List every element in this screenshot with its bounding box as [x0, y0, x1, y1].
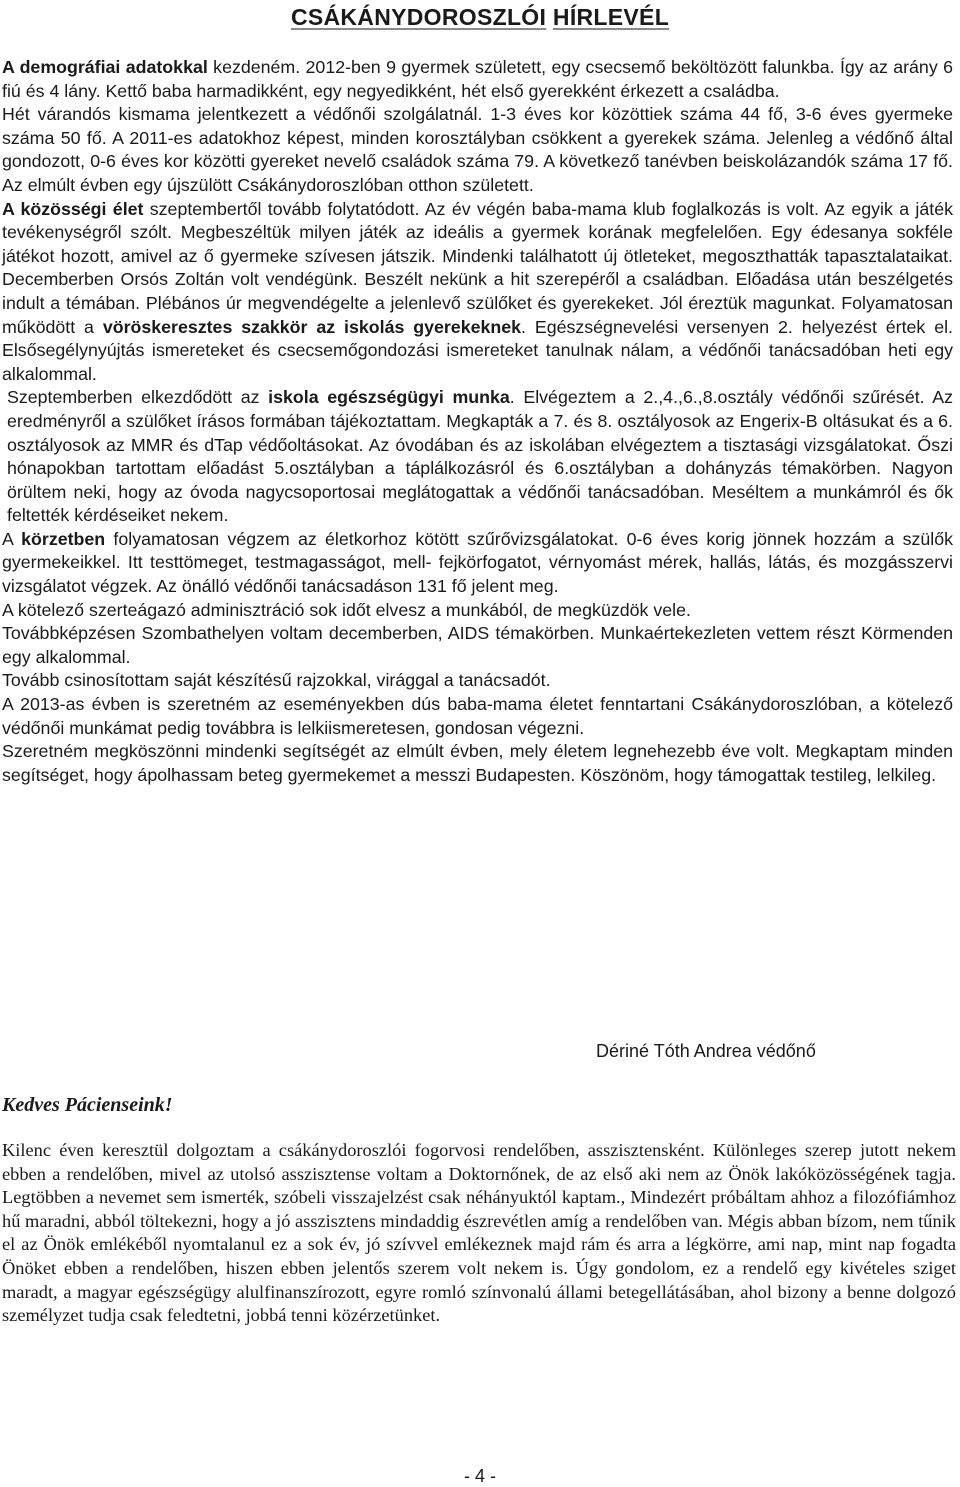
paragraph-district [2, 528, 953, 599]
paragraph-text: A [2, 528, 22, 549]
newsletter-title: CSÁKÁNYDOROSZLÓI [290, 4, 547, 30]
paragraph-administration [2, 599, 953, 623]
paragraph-demographics [2, 56, 953, 103]
paragraph-text: Szeretném megköszönni mindenki segítségét az elmúlt évben, mely életem legnehezebb éve volt. Megkaptam minden segítséget, hogy ápolhassam beteg gyermekemet a messzi Budapesten. Köszönöm, hogy támogattak testileg, lelkileg. [2, 741, 953, 785]
paragraph-text: Szeptemberben elkezdődött az [7, 387, 269, 408]
bold-phrase: körzetben [21, 528, 106, 549]
bold-phrase: iskola egészségügyi munka [268, 387, 510, 408]
letter-body: Kilenc éven keresztül dolgoztam a csákánydoroszlói fogorvosi rendelőben, asszisztensként. Különleges szerep jutott nekem ebben a rendelőben, mivel az utolsó asszisztense voltam a Doktornőnek, de az első aki nem az Önök lakóközösségének tagja. Legtöbben a nevemet sem ismerték, szóbeli visszajelzést csak néhányuktól kaptam., Mindezért próbáltam ahhoz a filozófiámhoz hű maradni, abból töltekezni, hogy a jó asszisztens mindaddig észrevétlen amíg a rendelőben van. Mégis abban bízom, nem tűnik el az Önök emlékéből nyomtalanul ez a sok év, jó szívvel emlékeznek majd rám és arra a légkörre, ami nap, mint nap fogadta Önöket ebben a rendelőben, hiszen ebben jelentős szerem volt nekem is. Úgy gondolom, ez a rendelő egy kivételes sziget maradt, a magyar egészségügy alulfinanszírozott, egyre romló színvonalú állami betegellátásában, ahol bizony a benne dolgozó személyzet tudja csak feledtetni, jobbá tenni közérzetünket. [2, 1140, 956, 1326]
paragraph-community [2, 198, 953, 387]
letter-greeting: Kedves Pácienseink! [2, 1094, 173, 1116]
health-visitor-report [2, 56, 953, 787]
paragraph-decoration [2, 669, 953, 693]
paragraph-text: Hét várandós kismama jelentkezett a védőnői szolgálatnál. 1-3 éves kor közöttiek száma 44 fő, 3-6 éves gyermeke száma 50 fő. A 2011-es adatokhoz képest, minden korosztályban csökkent a gyerekek száma. Jelenleg a védőnő által gondozott, 0-6 éves kor közötti gyereket nevelő családok száma 79. A következő tanévben beiskolázandók száma 17 fő. Az elmúlt évben egy újszülött Csákánydoroszlóban otthon született. [2, 104, 953, 195]
paragraph-thanks [2, 740, 953, 787]
paragraph-text: Továbbképzésen Szombathelyen voltam decemberben, AIDS témakörben. Munkaértekezleten vettem részt Körmenden egy alkalommal. [2, 623, 953, 667]
page-number: - 4 - [463, 1466, 496, 1486]
paragraph-text: . Egészségnevelési versenyen 2. helyezést értek el. Elsősegélynyújtás ismereteket és csecsemőgondozási ismereteket tanulnak nálam, a védőnői tanácsadóban heti egy alkalommal. [2, 316, 953, 384]
bold-phrase: A közösségi élet [2, 198, 144, 219]
paragraph-training [2, 622, 953, 669]
bold-phrase: vöröskeresztes szakkör az iskolás gyerekeknek [102, 316, 522, 337]
paragraph-text: . Elvégeztem a 2.,4.,6.,8.osztály védőnői szűrését. Az eredményről a szülőket írásos formában tájékoztattam. Megkapták a 7. és 8. osztályosok az Engerix-B oltásukat és a 6. osztályosok az MMR és dTap védőoltásokat. Az óvodában és az iskolában elvégeztem a tisztasági vizsgálatokat. Őszi hónapokban tartottam előadást 5.osztályban a táplálkozásról és 6.osztályban a dohányzás témakörben. Nagyon örültem neki, hogy az óvoda nagycsoportosai meglátogattak a védőnői tanácsadóban. Meséltem a munkámról és ők feltették kérdéseiket nekem. [7, 387, 953, 526]
paragraph-text: A 2013-as évben is szeretném az eseményekben dús baba-mama életet fenntartani Csákánydoroszlóban, a kötelező védőnői munkámat pedig továbbra is lelkiismeretesen, gondosan végezni. [2, 694, 953, 738]
paragraph-text: kezdeném. 2012-ben 9 gyermek született, egy csecsemő beköltözött falunkba. Így az arány 6 fiú és 4 lány. Kettő baba harmadikként, egy negyedikként, hét első gyerekként érkezett a családba. [2, 57, 953, 101]
newsletter-header [0, 2, 960, 32]
paragraph-text: folyamatosan végzem az életkorhoz kötött szűrővizsgálatokat. 0-6 éves korig jönnek hozzám a szülők gyermekeikkel. Itt testtömeget, testmagasságot, mell- fejkörfogatot, vérnyomást mérek, hallás, látás, és mozgásszervi vizsgálatot végzek. Az önálló védőnői tanácsadáson 131 fő jelent meg. [2, 528, 953, 597]
author-signature: Dériné Tóth Andrea védőnő [596, 1041, 816, 1061]
bold-phrase: A demográfiai adatokkal [2, 57, 208, 77]
paragraph-text: A kötelező szerteágazó adminisztráció sok időt elvesz a munkából, de megküzdök vele. [2, 599, 691, 620]
paragraph-text: Tovább csinosítottam saját készítésű rajzokkal, virággal a tanácsadót. [2, 670, 551, 691]
paragraph-statistics [2, 103, 953, 197]
paragraph-school-health [2, 386, 953, 528]
paragraph-plans [2, 693, 953, 740]
newsletter-subtitle: HÍRLEVÉL [552, 4, 670, 30]
paragraph-text: szeptembertől tovább folytatódott. Az év végén baba-mama klub foglalkozás is volt. Az egyik a játék tevékenységről szólt. Megbeszéltük milyen játék az ideális a gyermek korának megfelelően. Egy édesanya sokféle játékot hozott, amivel az ő gyermeke szívesen játszik. Mindenki találhatott új ötleteket, megoszthatták tapasztalataikat. Decemberben Orsós Zoltán volt vendégünk. Beszélt nekünk a hit szerepéről a családban. Előadása után beszélgetés indult a témában. Plébános úr megvendégelte a jelenlevő szülőket és gyerekeket. Jól éreztük magunkat. Folyamatosan működött a [2, 198, 953, 337]
